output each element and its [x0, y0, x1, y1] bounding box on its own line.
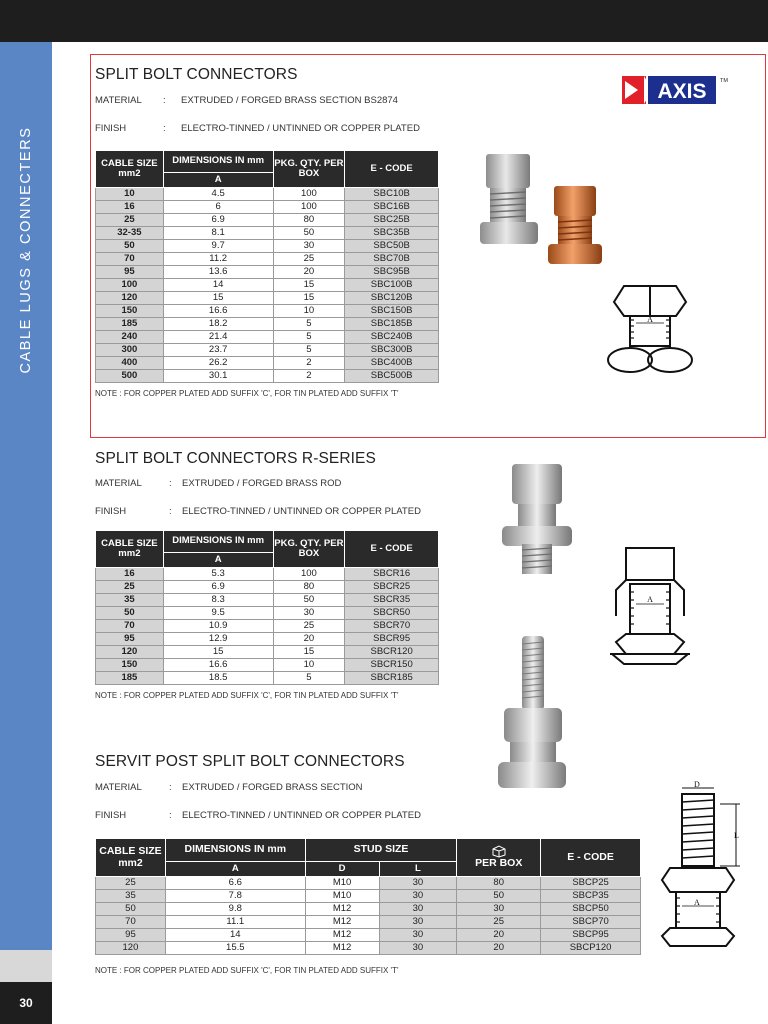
table-cell: 10.9 [163, 620, 273, 633]
servit-post-drawing [648, 778, 748, 958]
header-e-code: E - CODE [541, 839, 641, 877]
table-cell: 20 [457, 929, 541, 942]
table-cell: 10 [273, 659, 345, 672]
table-cell: SBCR120 [345, 646, 439, 659]
table-cell: 25 [273, 620, 345, 633]
table-cell: 25 [457, 916, 541, 929]
table-cell: 9.7 [163, 240, 273, 253]
table-cell: 30 [457, 903, 541, 916]
table-cell: 15 [163, 292, 273, 305]
colon: : [169, 810, 172, 821]
table-cell: 25 [96, 214, 164, 227]
table-cell: 50 [273, 227, 345, 240]
table-cell: 14 [165, 929, 305, 942]
table-cell: 5.3 [163, 568, 273, 581]
table-cell: 240 [96, 331, 164, 344]
material-label: MATERIAL [95, 478, 142, 489]
sidebar-divider [0, 950, 52, 982]
table-cell: 95 [96, 929, 166, 942]
dimension-label-l: L [734, 831, 739, 840]
header-dimensions: DIMENSIONS IN mm [163, 151, 273, 173]
table-cell: 50 [96, 240, 164, 253]
table-row [96, 942, 641, 955]
section-title: SPLIT BOLT CONNECTORS R-SERIES [95, 450, 376, 467]
header-pkg-qty: PKG. QTY. PER BOX [273, 531, 345, 568]
table-cell: 9.5 [163, 607, 273, 620]
spec-table [95, 530, 439, 685]
table-row [96, 305, 439, 318]
table-row [96, 240, 439, 253]
table-cell: 9.8 [165, 903, 305, 916]
split-bolt-drawing [600, 280, 700, 380]
sidebar-label: CABLE LUGS & CONNECTERS [18, 126, 34, 374]
table-cell: 50 [96, 903, 166, 916]
header-dimensions: DIMENSIONS IN mm [165, 839, 305, 862]
table-cell: 80 [273, 214, 345, 227]
table-cell: 4.5 [163, 188, 273, 201]
table-cell: 50 [273, 594, 345, 607]
material-value: EXTRUDED / FORGED BRASS SECTION BS2874 [181, 95, 398, 106]
table-row [96, 594, 439, 607]
table-cell: 25 [273, 253, 345, 266]
finish-value: ELECTRO-TINNED / UNTINNED OR COPPER PLATED [182, 506, 421, 517]
table-cell: 185 [96, 672, 164, 685]
table-row [96, 331, 439, 344]
table-row [96, 929, 641, 942]
table-cell: 100 [273, 201, 345, 214]
table-cell: 2 [273, 357, 345, 370]
table-cell: SBCR25 [345, 581, 439, 594]
table-cell: SBCR185 [345, 672, 439, 685]
table-cell: 25 [96, 877, 166, 890]
table-row [96, 227, 439, 240]
table-cell: 80 [273, 581, 345, 594]
table-row [96, 318, 439, 331]
spec-table [95, 838, 641, 955]
colon: : [163, 123, 166, 134]
table-cell: 120 [96, 646, 164, 659]
table-row [96, 568, 439, 581]
table-cell: SBCP50 [541, 903, 641, 916]
table-cell: 30 [379, 929, 457, 942]
dimension-label-a: A [647, 315, 653, 324]
table-cell: 30 [379, 877, 457, 890]
table-cell: SBC50B [345, 240, 439, 253]
r-series-drawing [600, 542, 700, 672]
r-series-connector-photo [494, 460, 584, 582]
logo-tm: TM [720, 78, 728, 84]
table-cell: 80 [457, 877, 541, 890]
table-cell: 30 [379, 916, 457, 929]
table-row [96, 633, 439, 646]
header-stud-l: L [379, 862, 457, 877]
table-cell: SBCP120 [541, 942, 641, 955]
table-cell: 16.6 [163, 305, 273, 318]
table-row [96, 620, 439, 633]
table-cell: 11.2 [163, 253, 273, 266]
table-cell: 70 [96, 916, 166, 929]
spec-table [95, 150, 439, 383]
table-row [96, 344, 439, 357]
table-cell: 35 [96, 890, 166, 903]
table-row [96, 253, 439, 266]
header-cable-size: CABLE SIZE mm2 [96, 531, 164, 568]
table-row [96, 266, 439, 279]
table-cell: SBCR16 [345, 568, 439, 581]
table-cell: SBC16B [345, 201, 439, 214]
table-cell: 100 [273, 568, 345, 581]
table-row [96, 903, 641, 916]
top-bar [0, 0, 768, 42]
table-note: NOTE : FOR COPPER PLATED ADD SUFFIX 'C', FOR TIN PLATED ADD SUFFIX 'T' [95, 389, 399, 398]
table-cell: SBC100B [345, 279, 439, 292]
header-dim-a: A [163, 553, 273, 568]
table-body [96, 877, 641, 955]
header-stud-d: D [305, 862, 379, 877]
table-cell: 26.2 [163, 357, 273, 370]
table-cell: 16.6 [163, 659, 273, 672]
servit-post-connector-photo [492, 634, 578, 796]
table-cell: 15 [273, 646, 345, 659]
table-row [96, 581, 439, 594]
table-cell: 5 [273, 318, 345, 331]
table-cell: 30.1 [163, 370, 273, 383]
table-cell: 11.1 [165, 916, 305, 929]
dimension-label-a: A [694, 898, 700, 907]
table-cell: 150 [96, 305, 164, 318]
table-cell: 12.9 [163, 633, 273, 646]
table-row [96, 877, 641, 890]
table-cell: 8.1 [163, 227, 273, 240]
header-e-code: E - CODE [345, 531, 439, 568]
material-value: EXTRUDED / FORGED BRASS SECTION [182, 782, 363, 793]
table-cell: 30 [379, 903, 457, 916]
dimension-label-d: D [694, 780, 700, 789]
header-dim-a: A [163, 173, 273, 188]
table-cell: 6.6 [165, 877, 305, 890]
table-row [96, 370, 439, 383]
table-cell: M12 [305, 942, 379, 955]
box-icon [491, 845, 507, 857]
table-cell: 95 [96, 266, 164, 279]
table-row [96, 357, 439, 370]
table-cell: 185 [96, 318, 164, 331]
table-cell: 23.7 [163, 344, 273, 357]
table-cell: SBCP95 [541, 929, 641, 942]
table-cell: 30 [379, 942, 457, 955]
table-cell: 35 [96, 594, 164, 607]
table-cell: 2 [273, 370, 345, 383]
table-cell: 20 [273, 633, 345, 646]
table-row [96, 646, 439, 659]
table-cell: 15.5 [165, 942, 305, 955]
table-cell: SBC400B [345, 357, 439, 370]
table-cell: M12 [305, 916, 379, 929]
table-cell: 5 [273, 672, 345, 685]
table-row [96, 607, 439, 620]
table-cell: 100 [273, 188, 345, 201]
table-cell: SBC500B [345, 370, 439, 383]
table-cell: 21.4 [163, 331, 273, 344]
header-e-code: E - CODE [345, 151, 439, 188]
dimension-label-a: A [647, 595, 653, 604]
header-per-box-label: PER BOX [475, 857, 523, 870]
sidebar [0, 42, 52, 982]
table-cell: SBCR50 [345, 607, 439, 620]
finish-label: FINISH [95, 810, 127, 821]
table-cell: 15 [273, 279, 345, 292]
table-cell: 300 [96, 344, 164, 357]
logo-text: AXIS [657, 80, 707, 103]
table-cell: 16 [96, 568, 164, 581]
table-cell: SBC240B [345, 331, 439, 344]
table-cell: 8.3 [163, 594, 273, 607]
table-cell: 20 [273, 266, 345, 279]
finish-label: FINISH [95, 123, 127, 134]
table-cell: 32-35 [96, 227, 164, 240]
table-row [96, 672, 439, 685]
table-cell: 30 [273, 240, 345, 253]
table-cell: 14 [163, 279, 273, 292]
colon: : [163, 95, 166, 106]
table-cell: SBCP25 [541, 877, 641, 890]
table-cell: SBC300B [345, 344, 439, 357]
table-cell: 30 [273, 607, 345, 620]
table-cell: 15 [163, 646, 273, 659]
table-cell: 7.8 [165, 890, 305, 903]
table-cell: 18.5 [163, 672, 273, 685]
header-cable-size: CABLE SIZE mm2 [96, 839, 166, 877]
page-number: 30 [0, 982, 52, 1024]
table-cell: 25 [96, 581, 164, 594]
section-title: SPLIT BOLT CONNECTORS [95, 66, 298, 83]
table-cell: 6.9 [163, 214, 273, 227]
table-cell: 20 [457, 942, 541, 955]
material-value: EXTRUDED / FORGED BRASS ROD [182, 478, 342, 489]
table-row [96, 659, 439, 672]
table-cell: 150 [96, 659, 164, 672]
table-row [96, 214, 439, 227]
table-row [96, 890, 641, 903]
table-cell: 6.9 [163, 581, 273, 594]
table-row [96, 292, 439, 305]
table-cell: SBC35B [345, 227, 439, 240]
axis-logo [622, 74, 726, 106]
table-cell: SBC95B [345, 266, 439, 279]
table-cell: M10 [305, 890, 379, 903]
table-cell: 6 [163, 201, 273, 214]
table-note: NOTE : FOR COPPER PLATED ADD SUFFIX 'C', FOR TIN PLATED ADD SUFFIX 'T' [95, 966, 399, 975]
table-row [96, 916, 641, 929]
split-bolt-connector-photo [468, 150, 624, 270]
material-label: MATERIAL [95, 782, 142, 793]
table-cell: SBCP70 [541, 916, 641, 929]
table-cell: M10 [305, 877, 379, 890]
table-cell: M12 [305, 903, 379, 916]
finish-value: ELECTRO-TINNED / UNTINNED OR COPPER PLATED [182, 810, 421, 821]
colon: : [169, 478, 172, 489]
header-per-box [457, 839, 541, 877]
table-cell: 5 [273, 344, 345, 357]
table-cell: SBC120B [345, 292, 439, 305]
table-cell: 70 [96, 253, 164, 266]
table-cell: 5 [273, 331, 345, 344]
table-cell: SBCP35 [541, 890, 641, 903]
table-row [96, 188, 439, 201]
table-cell: SBC10B [345, 188, 439, 201]
section-title: SERVIT POST SPLIT BOLT CONNECTORS [95, 753, 405, 770]
table-note: NOTE : FOR COPPER PLATED ADD SUFFIX 'C', FOR TIN PLATED ADD SUFFIX 'T' [95, 691, 399, 700]
table-body [96, 188, 439, 383]
table-cell: 50 [457, 890, 541, 903]
table-cell: 100 [96, 279, 164, 292]
table-cell: 95 [96, 633, 164, 646]
table-cell: 13.6 [163, 266, 273, 279]
table-cell: SBCR35 [345, 594, 439, 607]
table-cell: 400 [96, 357, 164, 370]
table-cell: 10 [273, 305, 345, 318]
header-dimensions: DIMENSIONS IN mm [163, 531, 273, 553]
table-cell: 120 [96, 292, 164, 305]
table-cell: SBC150B [345, 305, 439, 318]
table-cell: 30 [379, 890, 457, 903]
table-row [96, 201, 439, 214]
table-cell: 70 [96, 620, 164, 633]
table-cell: 10 [96, 188, 164, 201]
header-dim-a: A [165, 862, 305, 877]
header-cable-size: CABLE SIZE mm2 [96, 151, 164, 188]
table-cell: SBCR95 [345, 633, 439, 646]
table-cell: 500 [96, 370, 164, 383]
table-cell: SBC70B [345, 253, 439, 266]
table-cell: SBCR70 [345, 620, 439, 633]
table-cell: 15 [273, 292, 345, 305]
table-cell: SBCR150 [345, 659, 439, 672]
table-cell: 16 [96, 201, 164, 214]
table-cell: 120 [96, 942, 166, 955]
finish-value: ELECTRO-TINNED / UNTINNED OR COPPER PLATED [181, 123, 420, 134]
colon: : [169, 506, 172, 517]
table-cell: M12 [305, 929, 379, 942]
table-body [96, 568, 439, 685]
table-cell: 50 [96, 607, 164, 620]
table-row [96, 279, 439, 292]
finish-label: FINISH [95, 506, 127, 517]
header-stud-size: STUD SIZE [305, 839, 457, 862]
material-label: MATERIAL [95, 95, 142, 106]
table-cell: 18.2 [163, 318, 273, 331]
colon: : [169, 782, 172, 793]
table-cell: SBC25B [345, 214, 439, 227]
table-cell: SBC185B [345, 318, 439, 331]
header-pkg-qty: PKG. QTY. PER BOX [273, 151, 345, 188]
